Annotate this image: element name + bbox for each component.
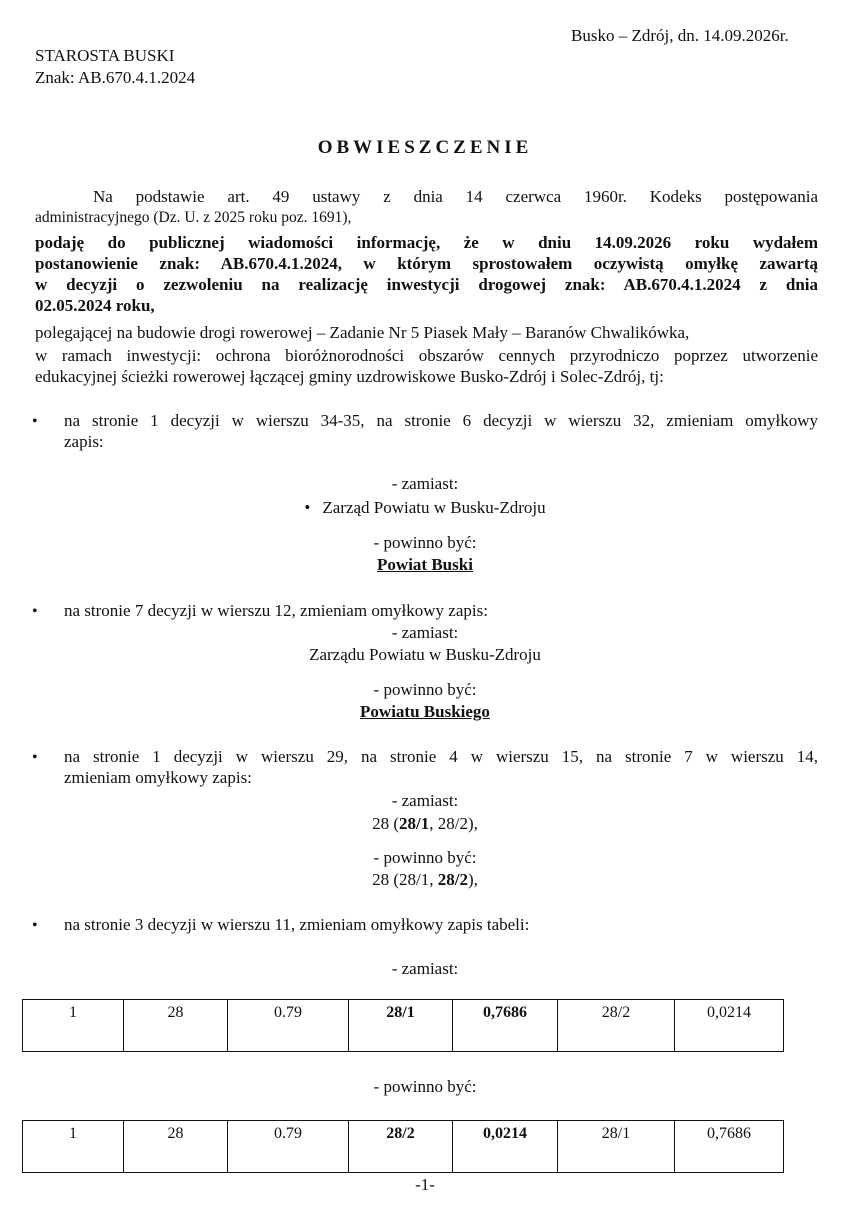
should-value-row — [0, 554, 850, 575]
table-cell: 28/2 — [349, 1121, 453, 1173]
should-label: - powinno być: — [373, 533, 477, 552]
intro-line: Na podstawie art. 49 ustawy z dnia 14 czerwca 1960r. Kodeks postępowania — [93, 187, 818, 206]
bold-line: podaję do publicznej wiadomości informację, że w dniu 14.09.2026 roku wydałem — [35, 233, 818, 252]
page-number: -1- — [415, 1175, 435, 1194]
value-part: 28 ( — [372, 814, 400, 833]
item-text: na stronie 7 decyzji w wierszu 12, zmieniam omyłkowy zapis: — [64, 601, 488, 620]
bold-line: postanowienie znak: AB.670.4.1.2024, w którym sprostowałem oczywistą omyłkę zawartą — [35, 254, 818, 273]
intro-line: w ramach inwestycji: ochrona bioróżnorodności obszarów cennych przyrodniczo poprzez utworzenie — [35, 346, 818, 365]
bullet-icon — [32, 600, 38, 622]
table-cell: 0.79 — [228, 1000, 349, 1052]
bullet-icon — [32, 914, 38, 936]
value-part: , 28/2), — [429, 814, 478, 833]
should-value: Powiat Buski — [377, 555, 473, 574]
should-label: - powinno być: — [373, 680, 477, 699]
table-cell: 0,7686 — [453, 1000, 558, 1052]
item-text: zapis: — [64, 432, 104, 451]
table-cell: 28/2 — [558, 1000, 675, 1052]
bullet-icon: • — [304, 498, 311, 517]
table-cell: 0,0214 — [675, 1000, 784, 1052]
table-row — [23, 1121, 784, 1173]
instead-label: - zamiast: — [391, 474, 459, 493]
table-should — [22, 1120, 784, 1173]
bullet-icon — [32, 746, 38, 768]
table-cell: 1 — [23, 1000, 124, 1052]
table-cell: 28/1 — [349, 1000, 453, 1052]
correction-item — [64, 410, 818, 452]
instead-label: - zamiast: — [391, 959, 459, 978]
should-value — [0, 869, 850, 890]
reference-number: Znak: AB.670.4.1.2024 — [35, 68, 196, 87]
item-text: zmieniam omyłkowy zapis: — [64, 768, 252, 787]
table-cell: 28/1 — [558, 1121, 675, 1173]
instead-label: - zamiast: — [391, 623, 459, 642]
value-bold: 28/2 — [437, 870, 468, 889]
value-part: ), — [467, 870, 478, 889]
should-value: Powiatu Buskiego — [360, 702, 490, 721]
intro-line: polegającej na budowie drogi rowerowej – Zadanie Nr 5 Piasek Mały – Baranów Chwalikówka, — [35, 323, 690, 342]
instead-text: Zarząd Powiatu w Busku-Zdroju — [322, 498, 546, 517]
instead-value — [0, 813, 850, 834]
table-cell: 28 — [124, 1121, 228, 1173]
intro-scope — [35, 345, 818, 387]
intro-line: edukacyjnej ścieżki rowerowej łączącej gminy uzdrowiskowe Busko-Zdrój i Solec-Zdrój, tj: — [35, 367, 664, 386]
item-text: na stronie 3 decyzji w wierszu 11, zmieniam omyłkowy zapis tabeli: — [64, 915, 530, 934]
document-title: OBWIESZCZENIE — [317, 137, 533, 158]
value-bold: 28/1 — [399, 814, 430, 833]
intro-line: administracyjnego (Dz. U. z 2025 roku poz. 1691), — [35, 209, 352, 226]
table-cell: 0.79 — [228, 1121, 349, 1173]
item-text: na stronie 1 decyzji w wierszu 29, na stronie 4 w wierszu 15, na stronie 7 w wierszu 14, — [64, 747, 818, 766]
item-text: na stronie 1 decyzji w wierszu 34-35, na stronie 6 decyzji w wierszu 32, zmieniam omyłkowy — [64, 411, 818, 430]
bold-line: w decyzji o zezwoleniu na realizację inwestycji drogowej znak: AB.670.4.1.2024 z dnia — [35, 275, 818, 294]
should-value-row — [0, 701, 850, 722]
instead-label: - zamiast: — [391, 791, 459, 810]
instead-value: Zarządu Powiatu w Busku-Zdroju — [309, 645, 541, 664]
table-cell: 0,7686 — [675, 1121, 784, 1173]
should-label: - powinno być: — [373, 1077, 477, 1096]
issuing-authority: STAROSTA BUSKI — [35, 46, 175, 65]
instead-value — [0, 497, 850, 518]
should-label: - powinno być: — [373, 848, 477, 867]
table-cell: 28 — [124, 1000, 228, 1052]
intro-paragraph — [35, 186, 818, 228]
correction-item — [64, 746, 818, 788]
bullet-icon — [32, 410, 38, 432]
table-row — [23, 1000, 784, 1052]
value-part: 28 (28/1, — [372, 870, 438, 889]
table-instead — [22, 999, 784, 1052]
announcement-bold — [35, 232, 818, 316]
table-cell: 0,0214 — [453, 1121, 558, 1173]
table-cell: 1 — [23, 1121, 124, 1173]
place-date: Busko – Zdrój, dn. 14.09.2026r. — [571, 26, 789, 45]
bold-line: 02.05.2024 roku, — [35, 296, 155, 315]
